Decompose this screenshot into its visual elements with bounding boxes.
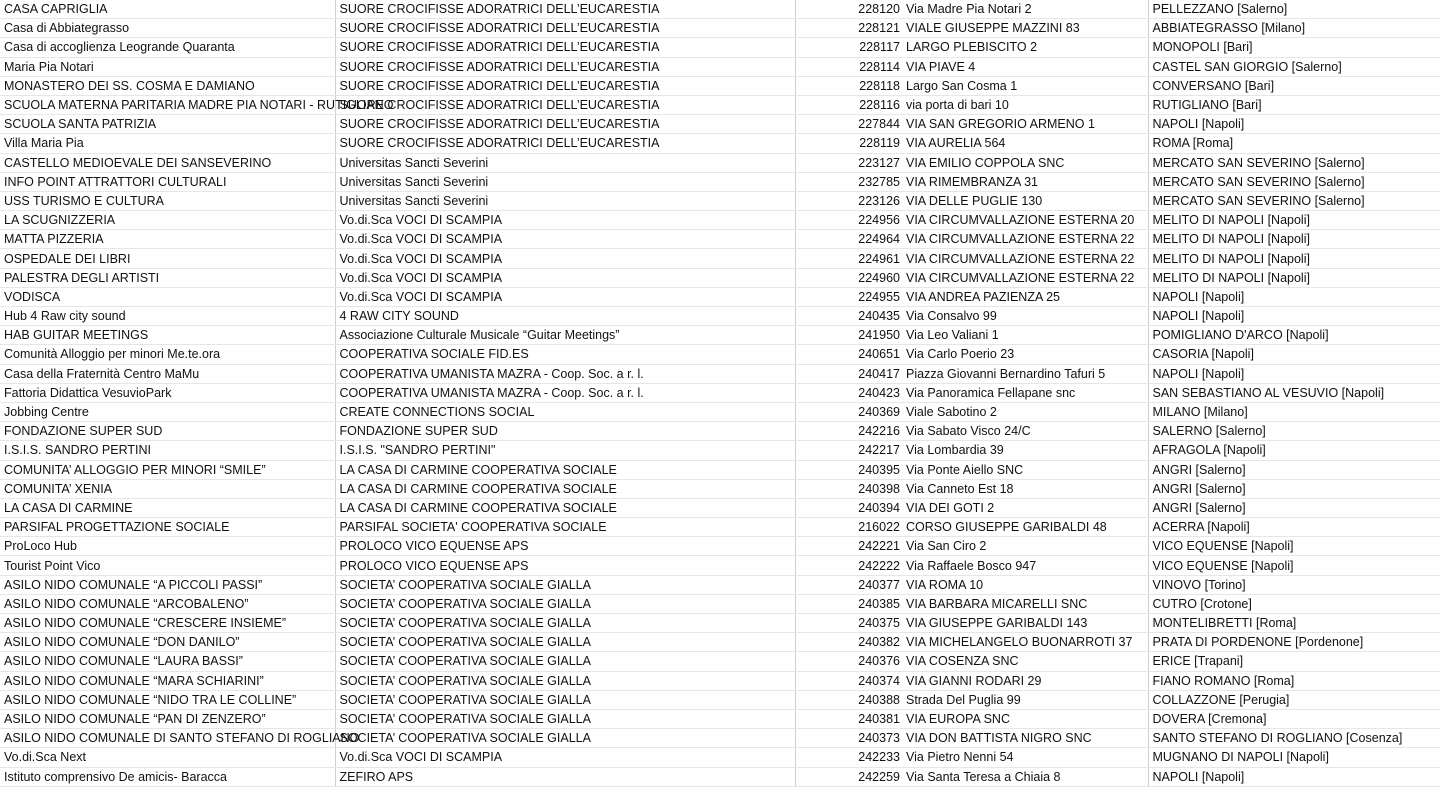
table-row (0, 57, 1440, 76)
table-row (0, 767, 1440, 786)
site-name-cell[interactable]: ProLoco Hub (0, 537, 335, 556)
table-row (0, 709, 1440, 728)
municipality-cell[interactable]: NAPOLI [Napoli] (1148, 767, 1440, 786)
municipality-cell[interactable]: MELITO DI NAPOLI [Napoli] (1148, 230, 1440, 249)
code-cell[interactable]: 228120 (795, 0, 903, 19)
code-cell[interactable]: 240394 (795, 498, 903, 517)
code-cell[interactable]: 240435 (795, 307, 903, 326)
site-name-cell[interactable]: Hub 4 Raw city sound (0, 307, 335, 326)
site-name-cell[interactable]: Villa Maria Pia (0, 134, 335, 153)
code-cell[interactable]: 241950 (795, 326, 903, 345)
code-cell[interactable]: 242233 (795, 748, 903, 767)
code-cell[interactable]: 228114 (795, 57, 903, 76)
table-row (0, 594, 1440, 613)
code-cell[interactable]: 228117 (795, 38, 903, 57)
site-name-cell[interactable]: OSPEDALE DEI LIBRI (0, 249, 335, 268)
municipality-cell[interactable]: MELITO DI NAPOLI [Napoli] (1148, 268, 1440, 287)
address-cell[interactable]: VIA COSENZA SNC (903, 652, 1148, 671)
table-row (0, 498, 1440, 517)
municipality-cell[interactable]: VINOVO [Torino] (1148, 575, 1440, 594)
organization-cell[interactable]: Universitas Sancti Severini (335, 153, 795, 172)
municipality-cell[interactable]: SANTO STEFANO DI ROGLIANO [Cosenza] (1148, 729, 1440, 748)
site-name-cell[interactable]: Casa di Abbiategrasso (0, 19, 335, 38)
municipality-cell[interactable]: ABBIATEGRASSO [Milano] (1148, 19, 1440, 38)
organization-cell[interactable]: Vo.di.Sca VOCI DI SCAMPIA (335, 748, 795, 767)
address-cell[interactable]: VIA ANDREA PAZIENZA 25 (903, 287, 1148, 306)
municipality-cell[interactable]: ERICE [Trapani] (1148, 652, 1440, 671)
organization-cell[interactable]: ZEFIRO APS (335, 767, 795, 786)
municipality-cell[interactable]: MELITO DI NAPOLI [Napoli] (1148, 249, 1440, 268)
municipality-cell[interactable]: MUGNANO DI NAPOLI [Napoli] (1148, 748, 1440, 767)
site-name-cell[interactable]: ASILO NIDO COMUNALE “ARCOBALENO” (0, 594, 335, 613)
organization-cell[interactable]: SUORE CROCIFISSE ADORATRICI DELL’EUCARESTIA (335, 19, 795, 38)
table-row (0, 729, 1440, 748)
address-cell[interactable]: Via Consalvo 99 (903, 307, 1148, 326)
address-cell[interactable]: VIA PIAVE 4 (903, 57, 1148, 76)
address-cell[interactable]: VIA GIUSEPPE GARIBALDI 143 (903, 614, 1148, 633)
table-row (0, 460, 1440, 479)
site-name-cell[interactable]: CASTELLO MEDIOEVALE DEI SANSEVERINO (0, 153, 335, 172)
address-cell[interactable]: Via Raffaele Bosco 947 (903, 556, 1148, 575)
table-row (0, 479, 1440, 498)
address-cell[interactable]: Viale Sabotino 2 (903, 402, 1148, 421)
table-row (0, 191, 1440, 210)
organization-cell[interactable]: Vo.di.Sca VOCI DI SCAMPIA (335, 287, 795, 306)
municipality-cell[interactable]: NAPOLI [Napoli] (1148, 307, 1440, 326)
organization-cell[interactable]: Vo.di.Sca VOCI DI SCAMPIA (335, 268, 795, 287)
code-cell[interactable]: 224956 (795, 211, 903, 230)
address-cell[interactable]: Via Leo Valiani 1 (903, 326, 1148, 345)
organization-cell[interactable]: SUORE CROCIFISSE ADORATRICI DELL’EUCARESTIA (335, 38, 795, 57)
address-cell[interactable]: VIA CIRCUMVALLAZIONE ESTERNA 20 (903, 211, 1148, 230)
organization-cell[interactable]: Vo.di.Sca VOCI DI SCAMPIA (335, 230, 795, 249)
site-name-cell[interactable]: Casa di accoglienza Leogrande Quaranta (0, 38, 335, 57)
table-row (0, 76, 1440, 95)
municipality-cell[interactable]: MERCATO SAN SEVERINO [Salerno] (1148, 153, 1440, 172)
address-cell[interactable]: Via Canneto Est 18 (903, 479, 1148, 498)
municipality-cell[interactable]: POMIGLIANO D'ARCO [Napoli] (1148, 326, 1440, 345)
table-row (0, 671, 1440, 690)
site-name-cell[interactable]: ASILO NIDO COMUNALE “LAURA BASSI” (0, 652, 335, 671)
address-cell[interactable]: VIA RIMEMBRANZA 31 (903, 172, 1148, 191)
organization-cell[interactable]: SOCIETA’ COOPERATIVA SOCIALE GIALLA (335, 652, 795, 671)
site-name-cell[interactable]: Casa della Fraternità Centro MaMu (0, 364, 335, 383)
organization-cell[interactable]: SOCIETA’ COOPERATIVA SOCIALE GIALLA (335, 671, 795, 690)
organization-cell[interactable]: PROLOCO VICO EQUENSE APS (335, 556, 795, 575)
address-cell[interactable]: VIA CIRCUMVALLAZIONE ESTERNA 22 (903, 249, 1148, 268)
municipality-cell[interactable]: MONTELIBRETTI [Roma] (1148, 614, 1440, 633)
address-cell[interactable]: VIALE GIUSEPPE MAZZINI 83 (903, 19, 1148, 38)
organization-cell[interactable]: Universitas Sancti Severini (335, 191, 795, 210)
address-cell[interactable]: VIA DELLE PUGLIE 130 (903, 191, 1148, 210)
address-cell[interactable]: VIA DEI GOTI 2 (903, 498, 1148, 517)
address-cell[interactable]: Via Lombardia 39 (903, 441, 1148, 460)
municipality-cell[interactable]: ANGRI [Salerno] (1148, 498, 1440, 517)
site-name-cell[interactable]: PARSIFAL PROGETTAZIONE SOCIALE (0, 518, 335, 537)
municipality-cell[interactable]: MELITO DI NAPOLI [Napoli] (1148, 211, 1440, 230)
address-cell[interactable]: Strada Del Puglia 99 (903, 690, 1148, 709)
municipality-cell[interactable]: ACERRA [Napoli] (1148, 518, 1440, 537)
table-row (0, 307, 1440, 326)
site-name-cell[interactable]: Vo.di.Sca Next (0, 748, 335, 767)
site-name-cell[interactable]: MONASTERO DEI SS. COSMA E DAMIANO (0, 76, 335, 95)
organization-cell[interactable]: 4 RAW CITY SOUND (335, 307, 795, 326)
municipality-cell[interactable]: VICO EQUENSE [Napoli] (1148, 537, 1440, 556)
organization-cell[interactable]: Universitas Sancti Severini (335, 172, 795, 191)
table-row (0, 748, 1440, 767)
code-cell[interactable]: 223127 (795, 153, 903, 172)
address-cell[interactable]: LARGO PLEBISCITO 2 (903, 38, 1148, 57)
table-row (0, 268, 1440, 287)
address-cell[interactable]: Via Madre Pia Notari 2 (903, 0, 1148, 19)
organization-cell[interactable]: I.S.I.S. "SANDRO PERTINI" (335, 441, 795, 460)
code-cell[interactable]: 240388 (795, 690, 903, 709)
municipality-cell[interactable]: VICO EQUENSE [Napoli] (1148, 556, 1440, 575)
code-cell[interactable]: 224955 (795, 287, 903, 306)
table-row (0, 556, 1440, 575)
organization-cell[interactable]: Associazione Culturale Musicale “Guitar Meetings” (335, 326, 795, 345)
address-cell[interactable]: Via San Ciro 2 (903, 537, 1148, 556)
address-cell[interactable]: Via Sabato Visco 24/C (903, 422, 1148, 441)
address-cell[interactable]: Via Santa Teresa a Chiaia 8 (903, 767, 1148, 786)
address-cell[interactable]: Via Pietro Nenni 54 (903, 748, 1148, 767)
code-cell[interactable]: 240375 (795, 614, 903, 633)
code-cell[interactable]: 240385 (795, 594, 903, 613)
code-cell[interactable]: 240377 (795, 575, 903, 594)
address-cell[interactable]: VIA GIANNI RODARI 29 (903, 671, 1148, 690)
code-cell[interactable]: 240373 (795, 729, 903, 748)
code-cell[interactable]: 242221 (795, 537, 903, 556)
site-name-cell[interactable]: ASILO NIDO COMUNALE DI SANTO STEFANO DI ROGLIANO (0, 729, 335, 748)
address-cell[interactable]: VIA DON BATTISTA NIGRO SNC (903, 729, 1148, 748)
code-cell[interactable]: 242259 (795, 767, 903, 786)
organization-cell[interactable]: PARSIFAL SOCIETA' COOPERATIVA SOCIALE (335, 518, 795, 537)
table-row (0, 249, 1440, 268)
organization-cell[interactable]: SOCIETA’ COOPERATIVA SOCIALE GIALLA (335, 575, 795, 594)
site-name-cell[interactable]: SCUOLA SANTA PATRIZIA (0, 115, 335, 134)
organization-cell[interactable]: COOPERATIVA SOCIALE FID.ES (335, 345, 795, 364)
site-name-cell[interactable]: ASILO NIDO COMUNALE “PAN DI ZENZERO” (0, 709, 335, 728)
table-row (0, 614, 1440, 633)
municipality-cell[interactable]: ANGRI [Salerno] (1148, 460, 1440, 479)
site-name-cell[interactable]: ASILO NIDO COMUNALE “A PICCOLI PASSI” (0, 575, 335, 594)
organization-cell[interactable]: COOPERATIVA UMANISTA MAZRA - Coop. Soc. a r. l. (335, 383, 795, 402)
table-row (0, 518, 1440, 537)
address-cell[interactable]: Via Ponte Aiello SNC (903, 460, 1148, 479)
address-cell[interactable]: Via Panoramica Fellapane snc (903, 383, 1148, 402)
municipality-cell[interactable]: MONOPOLI [Bari] (1148, 38, 1440, 57)
site-name-cell[interactable]: INFO POINT ATTRATTORI CULTURALI (0, 172, 335, 191)
municipality-cell[interactable]: PELLEZZANO [Salerno] (1148, 0, 1440, 19)
table-row (0, 38, 1440, 57)
municipality-cell[interactable]: DOVERA [Cremona] (1148, 709, 1440, 728)
address-cell[interactable]: CORSO GIUSEPPE GARIBALDI 48 (903, 518, 1148, 537)
table-row (0, 441, 1440, 460)
municipality-cell[interactable]: RUTIGLIANO [Bari] (1148, 95, 1440, 114)
address-cell[interactable]: VIA ROMA 10 (903, 575, 1148, 594)
code-cell[interactable]: 228118 (795, 76, 903, 95)
organization-cell[interactable]: SUORE CROCIFISSE ADORATRICI DELL’EUCARESTIA (335, 57, 795, 76)
address-cell[interactable]: VIA BARBARA MICARELLI SNC (903, 594, 1148, 613)
address-cell[interactable]: VIA AURELIA 564 (903, 134, 1148, 153)
code-cell[interactable]: 224960 (795, 268, 903, 287)
site-name-cell[interactable]: USS TURISMO E CULTURA (0, 191, 335, 210)
municipality-cell[interactable]: MILANO [Milano] (1148, 402, 1440, 421)
table-row (0, 345, 1440, 364)
address-cell[interactable]: via porta di bari 10 (903, 95, 1148, 114)
table-row (0, 287, 1440, 306)
site-name-cell[interactable]: LA CASA DI CARMINE (0, 498, 335, 517)
table-row (0, 19, 1440, 38)
table-row (0, 402, 1440, 421)
organization-cell[interactable]: SUORE CROCIFISSE ADORATRICI DELL’EUCARESTIA (335, 95, 795, 114)
code-cell[interactable]: 224961 (795, 249, 903, 268)
municipality-cell[interactable]: CUTRO [Crotone] (1148, 594, 1440, 613)
site-name-cell[interactable]: COMUNITA’ XENIA (0, 479, 335, 498)
organization-cell[interactable]: LA CASA DI CARMINE COOPERATIVA SOCIALE (335, 498, 795, 517)
site-name-cell[interactable]: COMUNITA’ ALLOGGIO PER MINORI “SMILE” (0, 460, 335, 479)
table-row (0, 95, 1440, 114)
site-name-cell[interactable]: HAB GUITAR MEETINGS (0, 326, 335, 345)
address-cell[interactable]: VIA EMILIO COPPOLA SNC (903, 153, 1148, 172)
organization-cell[interactable]: PROLOCO VICO EQUENSE APS (335, 537, 795, 556)
site-name-cell[interactable]: Tourist Point Vico (0, 556, 335, 575)
municipality-cell[interactable]: ANGRI [Salerno] (1148, 479, 1440, 498)
municipality-cell[interactable]: NAPOLI [Napoli] (1148, 364, 1440, 383)
code-cell[interactable]: 240417 (795, 364, 903, 383)
code-cell[interactable]: 232785 (795, 172, 903, 191)
organization-cell[interactable]: LA CASA DI CARMINE COOPERATIVA SOCIALE (335, 460, 795, 479)
organization-cell[interactable]: SUORE CROCIFISSE ADORATRICI DELL’EUCARESTIA (335, 115, 795, 134)
municipality-cell[interactable]: CASORIA [Napoli] (1148, 345, 1440, 364)
municipality-cell[interactable]: AFRAGOLA [Napoli] (1148, 441, 1440, 460)
code-cell[interactable]: 242217 (795, 441, 903, 460)
table-row (0, 383, 1440, 402)
municipality-cell[interactable]: MERCATO SAN SEVERINO [Salerno] (1148, 191, 1440, 210)
site-name-cell[interactable]: VODISCA (0, 287, 335, 306)
table-row (0, 364, 1440, 383)
address-cell[interactable]: VIA SAN GREGORIO ARMENO 1 (903, 115, 1148, 134)
table-row (0, 153, 1440, 172)
code-cell[interactable]: 223126 (795, 191, 903, 210)
table-row (0, 690, 1440, 709)
organization-cell[interactable]: Vo.di.Sca VOCI DI SCAMPIA (335, 249, 795, 268)
municipality-cell[interactable]: MERCATO SAN SEVERINO [Salerno] (1148, 172, 1440, 191)
code-cell[interactable]: 228116 (795, 95, 903, 114)
organization-cell[interactable]: SUORE CROCIFISSE ADORATRICI DELL’EUCARESTIA (335, 0, 795, 19)
municipality-cell[interactable]: CASTEL SAN GIORGIO [Salerno] (1148, 57, 1440, 76)
code-cell[interactable]: 240382 (795, 633, 903, 652)
table-row (0, 230, 1440, 249)
table-row (0, 115, 1440, 134)
site-name-cell[interactable]: I.S.I.S. SANDRO PERTINI (0, 441, 335, 460)
organization-cell[interactable]: SUORE CROCIFISSE ADORATRICI DELL’EUCARESTIA (335, 76, 795, 95)
organization-cell[interactable]: SOCIETA’ COOPERATIVA SOCIALE GIALLA (335, 594, 795, 613)
municipality-cell[interactable]: SALERNO [Salerno] (1148, 422, 1440, 441)
site-name-cell[interactable]: Maria Pia Notari (0, 57, 335, 76)
code-cell[interactable]: 240376 (795, 652, 903, 671)
site-name-cell[interactable]: ASILO NIDO COMUNALE “MARA SCHIARINI” (0, 671, 335, 690)
site-name-cell[interactable]: SCUOLA MATERNA PARITARIA MADRE PIA NOTARI - RUTIGLIANO (0, 95, 335, 114)
site-name-cell[interactable]: Comunità Alloggio per minori Me.te.ora (0, 345, 335, 364)
site-name-cell[interactable]: Jobbing Centre (0, 402, 335, 421)
site-name-cell[interactable]: LA SCUGNIZZERIA (0, 211, 335, 230)
organization-cell[interactable]: SOCIETA’ COOPERATIVA SOCIALE GIALLA (335, 690, 795, 709)
site-name-cell[interactable]: FONDAZIONE SUPER SUD (0, 422, 335, 441)
municipality-cell[interactable]: CONVERSANO [Bari] (1148, 76, 1440, 95)
code-cell[interactable]: 224964 (795, 230, 903, 249)
organization-cell[interactable]: SOCIETA’ COOPERATIVA SOCIALE GIALLA (335, 709, 795, 728)
code-cell[interactable]: 240381 (795, 709, 903, 728)
code-cell[interactable]: 240423 (795, 383, 903, 402)
table-row (0, 633, 1440, 652)
address-cell[interactable]: VIA CIRCUMVALLAZIONE ESTERNA 22 (903, 230, 1148, 249)
code-cell[interactable]: 228121 (795, 19, 903, 38)
organization-cell[interactable]: COOPERATIVA UMANISTA MAZRA - Coop. Soc. a r. l. (335, 364, 795, 383)
table-row (0, 134, 1440, 153)
organization-cell[interactable]: SOCIETA’ COOPERATIVA SOCIALE GIALLA (335, 633, 795, 652)
code-cell[interactable]: 228119 (795, 134, 903, 153)
table-row (0, 211, 1440, 230)
code-cell[interactable]: 242216 (795, 422, 903, 441)
organization-cell[interactable]: SOCIETA’ COOPERATIVA SOCIALE GIALLA (335, 729, 795, 748)
municipality-cell[interactable]: NAPOLI [Napoli] (1148, 287, 1440, 306)
site-name-cell[interactable]: Fattoria Didattica VesuvioPark (0, 383, 335, 402)
code-cell[interactable]: 240398 (795, 479, 903, 498)
municipality-cell[interactable]: FIANO ROMANO [Roma] (1148, 671, 1440, 690)
address-cell[interactable]: Piazza Giovanni Bernardino Tafuri 5 (903, 364, 1148, 383)
address-cell[interactable]: Largo San Cosma 1 (903, 76, 1148, 95)
table-row (0, 652, 1440, 671)
code-cell[interactable]: 240369 (795, 402, 903, 421)
address-cell[interactable]: VIA MICHELANGELO BUONARROTI 37 (903, 633, 1148, 652)
organization-cell[interactable]: FONDAZIONE SUPER SUD (335, 422, 795, 441)
municipality-cell[interactable]: NAPOLI [Napoli] (1148, 115, 1440, 134)
table-row (0, 0, 1440, 19)
table-row (0, 422, 1440, 441)
code-cell[interactable]: 240374 (795, 671, 903, 690)
address-cell[interactable]: Via Carlo Poerio 23 (903, 345, 1148, 364)
organization-cell[interactable]: SOCIETA’ COOPERATIVA SOCIALE GIALLA (335, 614, 795, 633)
site-name-cell[interactable]: Istituto comprensivo De amicis- Baracca (0, 767, 335, 786)
table-row (0, 172, 1440, 191)
municipality-cell[interactable]: SAN SEBASTIANO AL VESUVIO [Napoli] (1148, 383, 1440, 402)
address-cell[interactable]: VIA CIRCUMVALLAZIONE ESTERNA 22 (903, 268, 1148, 287)
code-cell[interactable]: 240395 (795, 460, 903, 479)
address-cell[interactable]: VIA EUROPA SNC (903, 709, 1148, 728)
organization-cell[interactable]: SUORE CROCIFISSE ADORATRICI DELL’EUCARESTIA (335, 134, 795, 153)
municipality-cell[interactable]: COLLAZZONE [Perugia] (1148, 690, 1440, 709)
municipality-cell[interactable]: PRATA DI PORDENONE [Pordenone] (1148, 633, 1440, 652)
table-row (0, 326, 1440, 345)
site-name-cell[interactable]: CASA CAPRIGLIA (0, 0, 335, 19)
site-name-cell[interactable]: ASILO NIDO COMUNALE “NIDO TRA LE COLLINE” (0, 690, 335, 709)
organization-cell[interactable]: Vo.di.Sca VOCI DI SCAMPIA (335, 211, 795, 230)
code-cell[interactable]: 242222 (795, 556, 903, 575)
site-name-cell[interactable]: PALESTRA DEGLI ARTISTI (0, 268, 335, 287)
site-name-cell[interactable]: ASILO NIDO COMUNALE “CRESCERE INSIEME” (0, 614, 335, 633)
code-cell[interactable]: 240651 (795, 345, 903, 364)
organization-cell[interactable]: CREATE CONNECTIONS SOCIAL (335, 402, 795, 421)
table-row (0, 537, 1440, 556)
code-cell[interactable]: 227844 (795, 115, 903, 134)
site-name-cell[interactable]: ASILO NIDO COMUNALE “DON DANILO” (0, 633, 335, 652)
site-name-cell[interactable]: MATTA PIZZERIA (0, 230, 335, 249)
table-row (0, 575, 1440, 594)
code-cell[interactable]: 216022 (795, 518, 903, 537)
municipality-cell[interactable]: ROMA [Roma] (1148, 134, 1440, 153)
organization-cell[interactable]: LA CASA DI CARMINE COOPERATIVA SOCIALE (335, 479, 795, 498)
